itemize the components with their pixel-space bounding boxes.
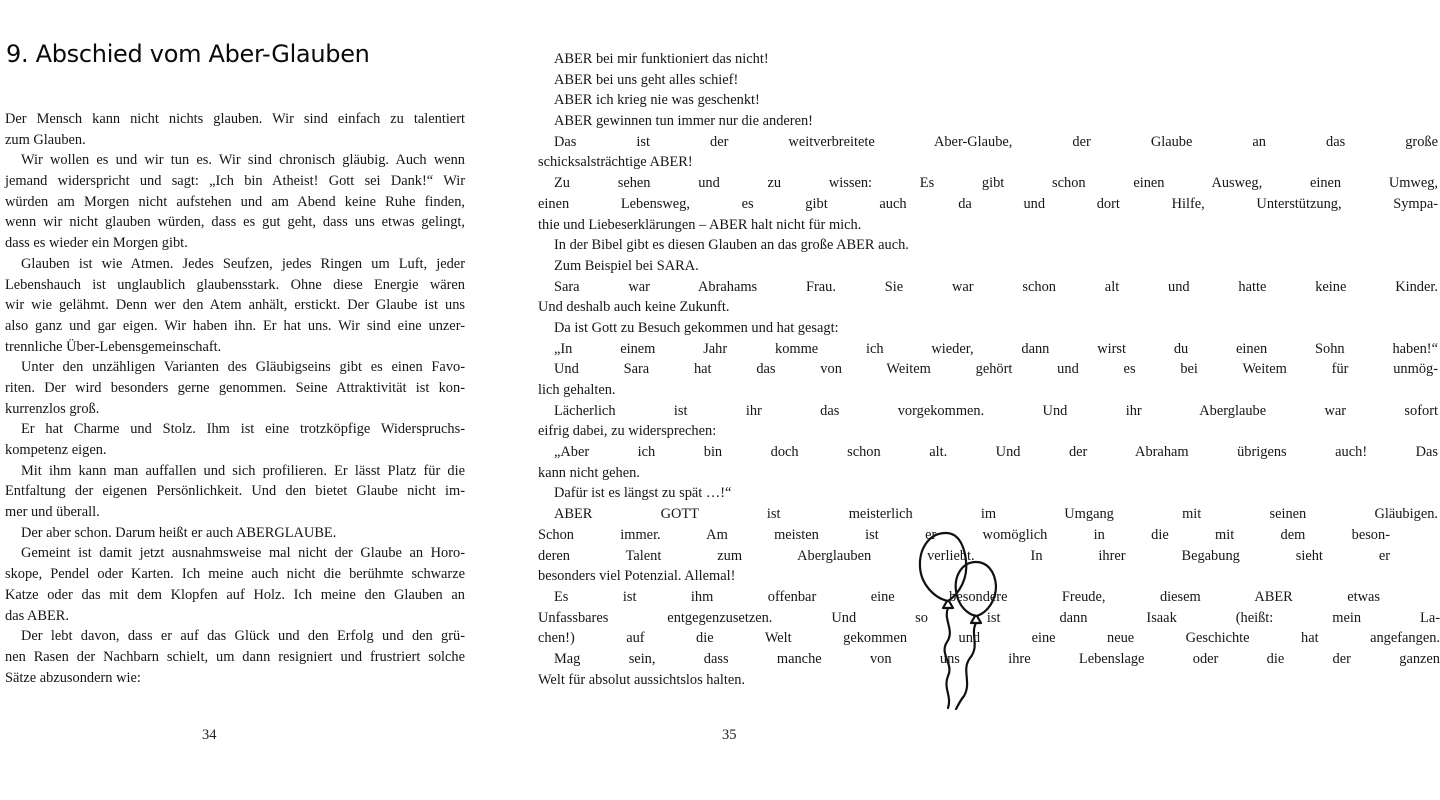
text-line: eifrig dabei, zu widersprechen: bbox=[538, 423, 717, 440]
text-line: chen!) auf die Welt gekommen und eine neue Geschichte hat angefangen. bbox=[538, 630, 1440, 647]
right-page bbox=[500, 0, 1440, 800]
text-line: riten. Der wird besonders gerne genommen. Seine Attraktivität ist kon- bbox=[5, 379, 465, 396]
text-line: kurrenzlos groß. bbox=[5, 400, 100, 417]
text-line: wenn wir nicht glauben würden, dass es gut geht, dass uns etwas gelingt, bbox=[5, 214, 465, 231]
text-line: deren Talent zum Aberglauben verliebt. In ihrer Begabung sieht er bbox=[538, 547, 1390, 564]
text-line: Welt für absolut aussichtslos halten. bbox=[538, 671, 746, 688]
text-line: Und Sara hat das von Weitem gehört und es bei Weitem für unmög- bbox=[554, 361, 1438, 378]
text-line: Unter den unzähligen Varianten des Gläubigseins gibt es einen Favo- bbox=[21, 359, 465, 376]
balloons-icon bbox=[910, 520, 1000, 710]
text-line: ABER bei uns geht alles schief! bbox=[554, 71, 739, 88]
text-line: Der aber schon. Darum heißt er auch ABERGLAUBE. bbox=[21, 524, 337, 541]
left-page bbox=[0, 0, 500, 800]
text-line: ABER bei mir funktioniert das nicht! bbox=[554, 51, 769, 67]
text-line: Gemeint ist damit jetzt ausnahmsweise mal nicht der Glaube an Horo- bbox=[21, 545, 465, 562]
text-line: wir wie gelähmt. Denn wer den Atem anhält, erstickt. Der Glaube ist uns bbox=[5, 297, 465, 314]
text-line: Mit ihm kann man auffallen und sich profilieren. Er lässt Platz für die bbox=[21, 462, 465, 479]
text-line: Der Mensch kann nicht nichts glauben. Wir sind einfach zu talentiert bbox=[5, 111, 465, 127]
balloon-right bbox=[956, 562, 996, 623]
text-line: würden am Morgen nicht aufstehen und am Abend keine Ruhe finden, bbox=[5, 193, 465, 210]
text-line: „Aber ich bin doch schon alt. Und der Abraham übrigens auch! Das bbox=[554, 444, 1438, 461]
text-line: trennliche Über-Lebensgemeinschaft. bbox=[5, 338, 222, 355]
text-line: „In einem Jahr komme ich wieder, dann wirst du einen Sohn haben!“ bbox=[554, 340, 1438, 357]
text-line: mer und überall. bbox=[5, 504, 100, 521]
text-line: besonders viel Potenzial. Allemal! bbox=[538, 568, 736, 585]
text-line: nen Rasen der Nachbarn schielt, um dann resigniert und frustriert solche bbox=[5, 648, 465, 665]
text-line: Entfaltung der eigenen Persönlichkeit. Und den bietet Glaube nicht im- bbox=[5, 483, 465, 500]
text-line: zum Glauben. bbox=[5, 131, 86, 148]
text-line: ABER ich krieg nie was geschenkt! bbox=[554, 92, 760, 109]
text-line: Lebenshauch ist unglaublich glaubensstark. Ohne diese Energie wären bbox=[5, 276, 465, 293]
text-line: Er hat Charme und Stolz. Ihm ist eine trotzköpfige Widerspruchs- bbox=[21, 421, 465, 438]
text-line: kann nicht gehen. bbox=[538, 464, 640, 481]
text-line: Sätze abzusondern wie: bbox=[5, 669, 141, 686]
page-number: 34 bbox=[202, 727, 217, 743]
page-number: 35 bbox=[722, 727, 737, 743]
text-line: Mag sein, dass manche von uns ihre Lebenslage oder die der ganzen bbox=[554, 650, 1440, 667]
text-line: schicksalsträchtige ABER! bbox=[538, 154, 693, 171]
text-line: also ganz und gar eigen. Wir haben ihn. Er hat uns. Wir sind eine unzer- bbox=[5, 317, 465, 334]
left-page-text bbox=[5, 109, 465, 688]
text-line: Zu sehen und zu wissen: Es gibt schon einen Ausweg, einen Umweg, bbox=[554, 175, 1438, 192]
text-line: Es ist ihm offenbar eine besondere Freude, diesem ABER etwas bbox=[554, 588, 1380, 605]
text-line: dass es wieder ein Morgen gibt. bbox=[5, 235, 188, 252]
chapter-title: 9. Abschied vom Aber-Glauben bbox=[6, 40, 370, 68]
text-line: ABER GOTT ist meisterlich im Umgang mit seinen Gläubigen. bbox=[554, 506, 1438, 523]
text-line: Da ist Gott zu Besuch gekommen und hat gesagt: bbox=[554, 319, 839, 336]
text-line: kompetenz eigen. bbox=[5, 442, 107, 458]
text-line: Das ist der weitverbreitete Aber-Glaube, der Glaube an das große bbox=[554, 133, 1438, 150]
text-line: lich gehalten. bbox=[538, 382, 616, 398]
text-line: Wir wollen es und wir tun es. Wir sind chronisch gläubig. Auch wenn bbox=[21, 152, 465, 169]
text-line: Der lebt davon, dass er auf das Glück und den Erfolg und den grü- bbox=[21, 628, 465, 645]
text-line: einen Lebensweg, es gibt auch da und dort Hilfe, Unterstützung, Sympa- bbox=[538, 195, 1438, 212]
text-line: Schon immer. Am meisten ist er womöglich in die mit dem beson- bbox=[538, 526, 1390, 543]
text-line: thie und Liebeserklärungen – ABER halt nicht für mich. bbox=[538, 216, 862, 233]
text-line: Katze oder das mit dem Klopfen auf Holz. Ich meine den Glauben an bbox=[5, 586, 465, 603]
text-line: jemand widerspricht und sagt: „Ich bin Atheist! Gott sei Dank!“ Wir bbox=[5, 173, 465, 190]
text-line: Lächerlich ist ihr das vorgekommen. Und ihr Aberglaube war sofort bbox=[554, 402, 1438, 419]
text-line: Sara war Abrahams Frau. Sie war schon alt und hatte keine Kinder. bbox=[554, 278, 1438, 295]
text-line: skope, Pendel oder Karten. Ich meine auch nicht die berühmte schwarze bbox=[5, 566, 465, 583]
text-line: Unfassbares entgegenzusetzen. Und so ist dann Isaak (heißt: mein La- bbox=[538, 609, 1440, 626]
text-line: In der Bibel gibt es diesen Glauben an das große ABER auch. bbox=[554, 237, 909, 254]
text-line: Dafür ist es längst zu spät …!“ bbox=[554, 485, 732, 502]
text-line: das ABER. bbox=[5, 607, 69, 624]
text-line: Zum Beispiel bei SARA. bbox=[554, 257, 699, 274]
text-line: ABER gewinnen tun immer nur die anderen! bbox=[554, 113, 813, 130]
text-line: Glauben ist wie Atmen. Jedes Seufzen, jedes Ringen um Luft, jeder bbox=[21, 255, 465, 272]
text-line: Und deshalb auch keine Zukunft. bbox=[538, 299, 730, 316]
